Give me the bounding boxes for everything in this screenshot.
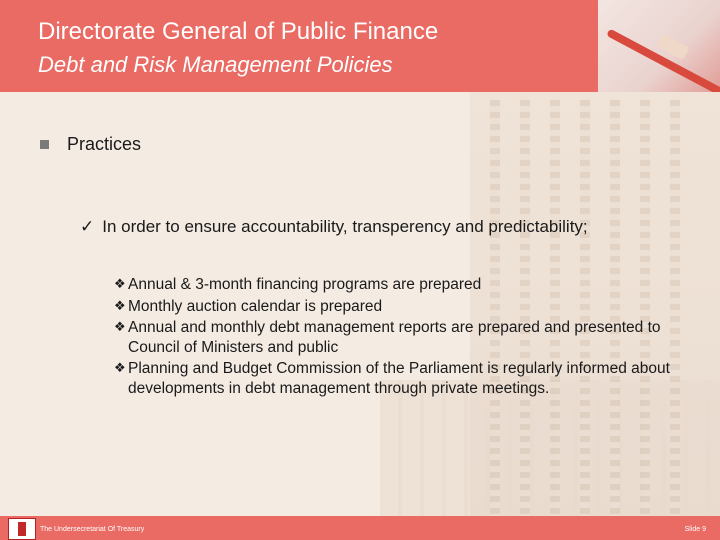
diamond-icon: ❖ bbox=[114, 320, 126, 335]
list-item bbox=[114, 275, 714, 295]
footer-org-name: The Undersecretariat Of Treasury bbox=[40, 526, 145, 533]
list-item-text: Monthly auction calendar is prepared bbox=[128, 297, 383, 315]
square-bullet-icon bbox=[40, 140, 49, 149]
list-item bbox=[114, 318, 714, 357]
list-item-text: Planning and Budget Commission of the Parliament is regularly informed about developments in debt management through private meetings. bbox=[128, 360, 670, 397]
list-item bbox=[114, 359, 714, 398]
bullet-accountability bbox=[80, 217, 588, 237]
slide-title: Directorate General of Public Finance bbox=[38, 18, 439, 45]
pen-ruler-photo bbox=[598, 0, 720, 92]
diamond-icon: ❖ bbox=[114, 361, 126, 376]
diamond-icon: ❖ bbox=[114, 277, 126, 292]
bullet-accountability-text: In order to ensure accountability, transperency and predictability; bbox=[102, 217, 588, 236]
slide-subtitle: Debt and Risk Management Policies bbox=[38, 52, 393, 77]
list-item-text: Annual & 3-month financing programs are prepared bbox=[128, 276, 482, 293]
sub-bullet-list bbox=[114, 275, 714, 400]
bullet-practices bbox=[40, 134, 141, 155]
bullet-practices-text: Practices bbox=[67, 134, 142, 154]
list-item bbox=[114, 297, 714, 317]
diamond-icon: ❖ bbox=[114, 298, 126, 314]
list-item-text: Annual and monthly debt management reports are prepared and presented to Council of Ministers and public bbox=[128, 319, 661, 356]
check-icon: ✓ bbox=[80, 217, 95, 237]
treasury-logo-icon bbox=[8, 518, 36, 540]
slide-number: Slide 9 bbox=[684, 526, 706, 533]
